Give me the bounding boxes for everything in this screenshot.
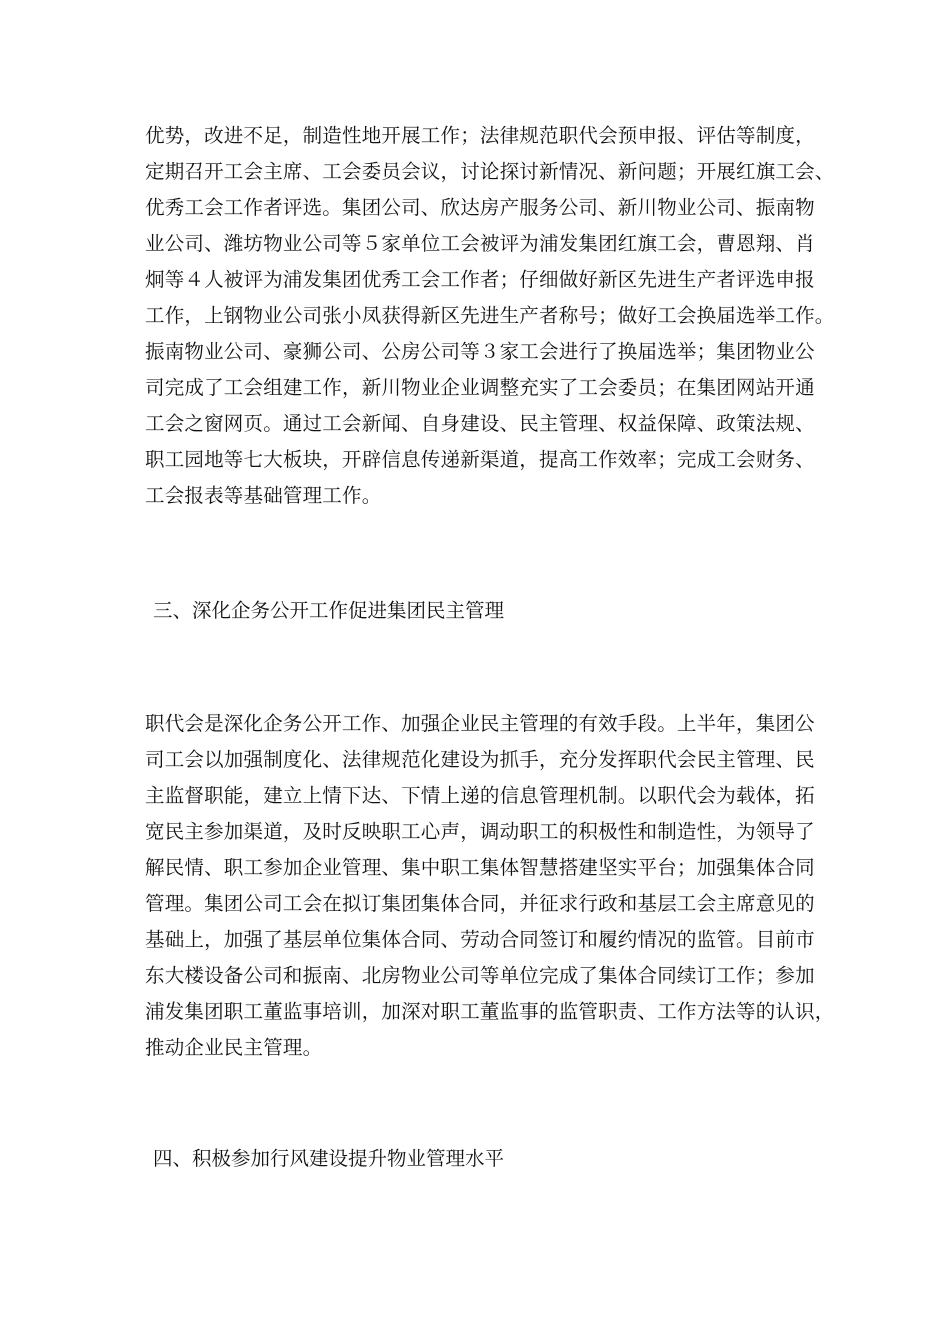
paragraph-1-line: 职工园地等七大板块，开辟信息传递新渠道，提高工作效率；完成工会财务、 (145, 448, 815, 471)
paragraph-1-line: 振南物业公司、豪狮公司、公房公司等３家工会进行了换届选举；集团物业公 (145, 340, 815, 363)
paragraph-1-line: 业公司、潍坊物业公司等５家单位工会被评为浦发集团红旗工会，曹恩翔、肖 (145, 232, 815, 255)
paragraph-1-line: 优势，改进不足，制造性地开展工作；法律规范职代会预申报、评估等制度， (145, 124, 815, 147)
paragraph-2-line: 管理。集团公司工会在拟订集团集体合同，并征求行政和基层工会主席意见的 (145, 892, 815, 915)
paragraph-2-line: 东大楼设备公司和振南、北房物业公司等单位完成了集体合同续订工作；参加 (145, 964, 815, 987)
paragraph-2-line: 浦发集团职工董监事培训，加深对职工董监事的监管职责、工作方法等的认识， (145, 1000, 835, 1023)
paragraph-2-line: 宽民主参加渠道，及时反映职工心声，调动职工的积极性和制造性，为领导了 (145, 820, 815, 843)
section-heading-3: 三、深化企务公开工作促进集团民主管理 (153, 599, 505, 622)
paragraph-1-line: 工会之窗网页。通过工会新闻、自身建设、民主管理、权益保障、政策法规、 (145, 412, 815, 435)
paragraph-1-line: 工作，上钢物业公司张小凤获得新区先进生产者称号；做好工会换届选举工作。 (145, 304, 835, 327)
paragraph-2-line: 解民情、职工参加企业管理、集中职工集体智慧搭建坚实平台；加强集体合同 (145, 856, 815, 879)
paragraph-2-line: 推动企业民主管理。 (145, 1036, 323, 1059)
section-heading-4: 四、积极参加行风建设提升物业管理水平 (153, 1147, 505, 1170)
paragraph-1-line: 定期召开工会主席、工会委员会议，讨论探讨新情况、新问题；开展红旗工会、 (145, 160, 835, 183)
paragraph-2-line: 职代会是深化企务公开工作、加强企业民主管理的有效手段。上半年，集团公 (145, 712, 815, 735)
paragraph-2-line: 司工会以加强制度化、法律规范化建设为抓手，充分发挥职代会民主管理、民 (145, 748, 815, 771)
paragraph-1-line: 司完成了工会组建工作，新川物业企业调整充实了工会委员；在集团网站开通 (145, 376, 815, 399)
paragraph-2-line: 基础上，加强了基层单位集体合同、劳动合同签订和履约情况的监管。目前市 (145, 928, 815, 951)
paragraph-1-line: 优秀工会工作者评选。集团公司、欣达房产服务公司、新川物业公司、振南物 (145, 196, 815, 219)
paragraph-1-line: 工会报表等基础管理工作。 (145, 484, 382, 507)
paragraph-1-line: 炯等４人被评为浦发集团优秀工会工作者；仔细做好新区先进生产者评选申报 (145, 268, 815, 291)
paragraph-2-line: 主监督职能，建立上情下达、下情上递的信息管理机制。以职代会为载体，拓 (145, 784, 815, 807)
